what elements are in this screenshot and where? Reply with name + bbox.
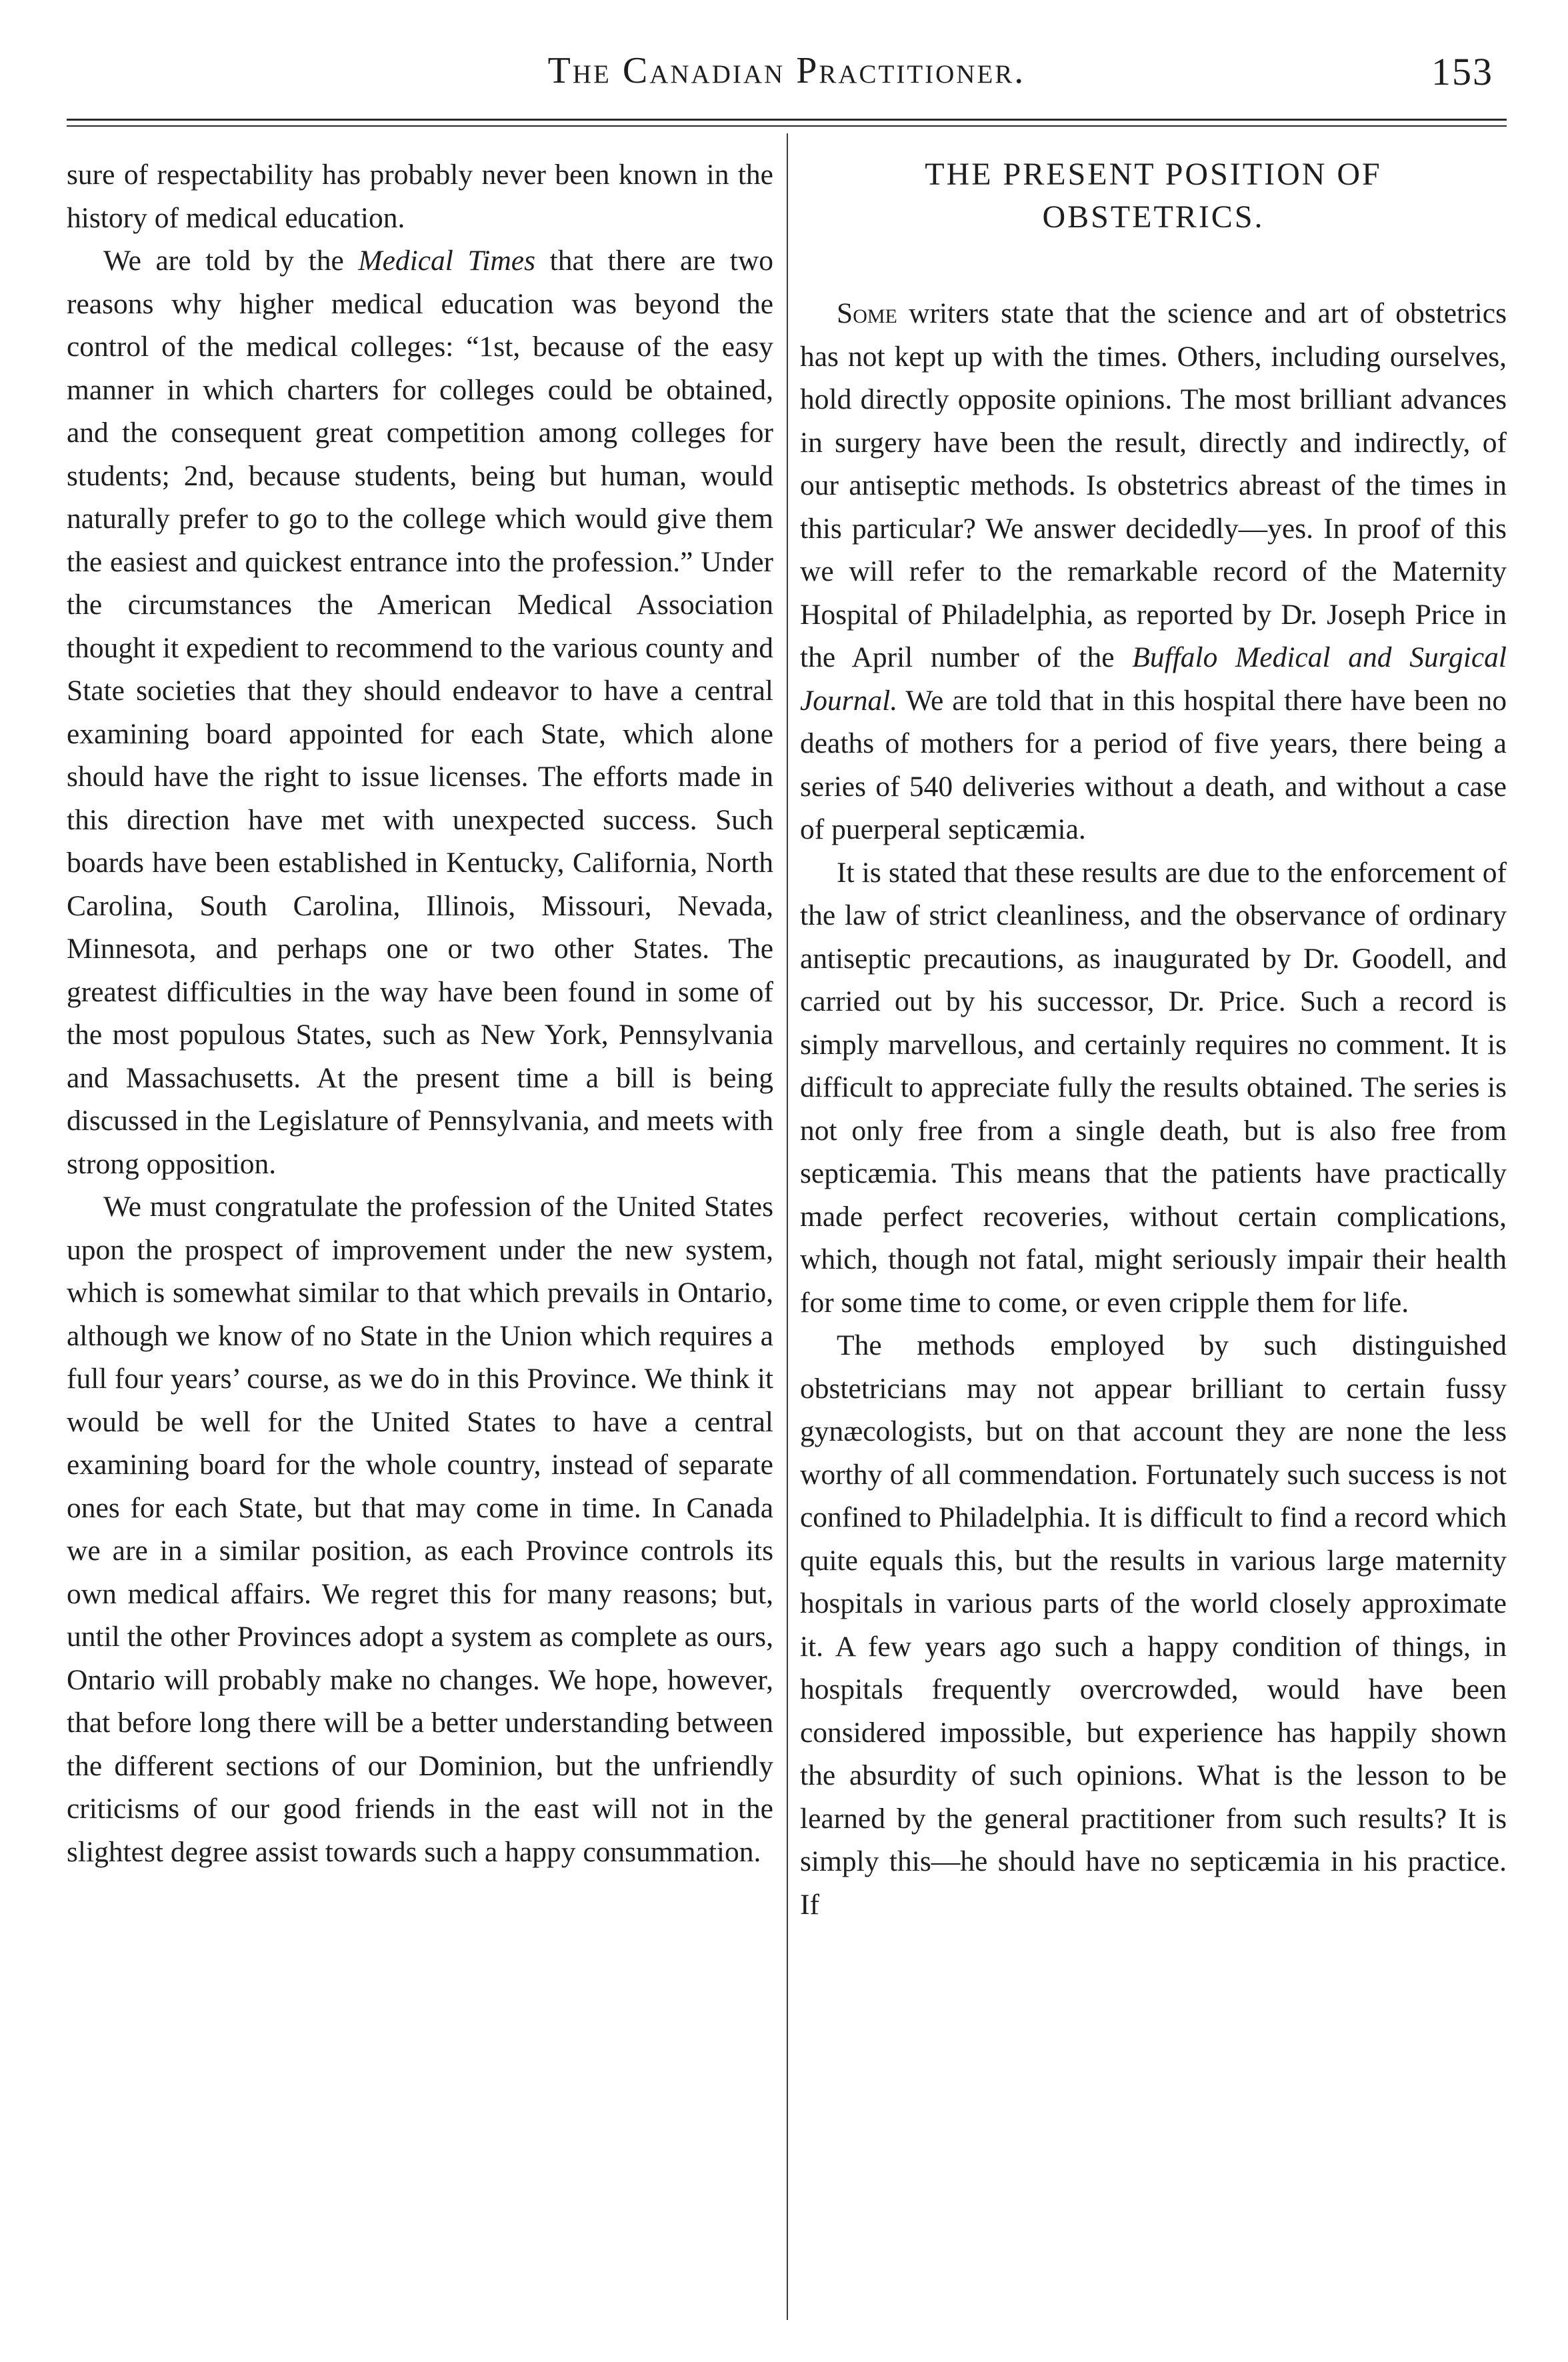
header-rule-bottom (67, 125, 1507, 127)
medical-times-citation: Medical Times (358, 245, 536, 277)
column-divider (787, 133, 788, 2320)
journal-title: The Canadian Practitioner. (547, 50, 1026, 91)
page-header (67, 47, 1507, 120)
left-paragraph-2-quote: “1st, because of the easy manner in which charters for colleges could be obtained, and the consequent great competition among colleges for students; 2nd, because students, being but human, would naturally prefer to go to the college which would give them the easiest and quickest entrance into the profession.” Under the circumstances the American Medical Association thought it expedient to recommend to the various county and State societies that they should endeavor to have a central examining board appointed for each State, which alone should have the right to issue licenses. The efforts made in this direction have met with unexpected success. Such boards have been established in Kentucky, California, North Carolina, South Carolina, Illinois, Missouri, Nevada, Minnesota, and perhaps one or two other States. The greatest difficulties in the way have been found in some of the most populous States, such as New York, Pennsylvania and Massachusetts. At the present time a bill is being discussed in the Legislature of Pennsylvania, and meets with strong opposition. (67, 331, 774, 1180)
drop-word: Some (837, 297, 897, 329)
article-title (800, 153, 1507, 239)
left-paragraph-3: We must congratulate the profession of the United States upon the prospect of improvement under the new system, which is somewhat similar to that which prevails in Ontario, although we know of no State in the Union which requires a full four years’ course, as we do in this Province. We think it would be well for the United States to have a central examining board for the whole country, instead of separate ones for each State, but that may come in time. In Canada we are in a similar position, as each Province controls its own medical affairs. We regret this for many reasons; but, until the other Provinces adopt a system as complete as ours, Ontario will probably make no changes. We hope, however, that before long there will be a better understanding between the different sections of our Dominion, but the unfriendly criticisms of our good friends in the east will not in the slightest degree assist towards such a happy consummation. (67, 1191, 773, 1868)
right-paragraph-1-text-a: writers state that the science and art of obstetrics has not kept up with the times. Others, including ourselves, hold directly opposite opinions. The most brilliant advances in surgery have been the result, directly and indirectly, of our antiseptic methods. Is obstetrics abreast of the times in this particular? We answer decidedly—yes. In proof of this we will refer to the remarkable record of the Maternity Hospital of Philadelphia, as reported by Dr. Joseph Price in the April number of the (800, 297, 1507, 673)
left-paragraph-1: sure of respectability has probably never been known in the history of medical education. (67, 159, 773, 234)
article-title-line-1: THE PRESENT POSITION OF (925, 157, 1382, 192)
right-column (800, 153, 1507, 1926)
right-paragraph-3: The methods employed by such distinguished obstetricians may not appear brilliant to certain fussy gynæcologists, but on that account they are none the less worthy of all commendation. Fortunately such success is not confined to Philadelphia. It is difficult to find a record which quite equals this, but the results in various large maternity hospitals in various parts of the world closely approximate it. A few years ago such a happy condition of things, in hospitals frequently overcrowded, would have been considered impossible, but experience has happily shown the absurdity of such opinions. What is the lesson to be learned by the general practitioner from such results? It is simply this—he should have no septicæmia in his practice. If (800, 1329, 1507, 1921)
buffalo-journal-citation: Buffalo Medical and Surgical Journal. (800, 641, 1507, 717)
header-rule-top (67, 119, 1507, 121)
left-paragraph-2-text-a: We are told by the (103, 245, 359, 277)
left-paragraph-2-text-b: that there are two reasons why higher medical education was beyond the control of the medical colleges: (67, 245, 773, 363)
page-number: 153 (1431, 50, 1493, 93)
right-paragraph-1-text-b: We are told that in this hospital there have been no deaths of mothers for a period of five years, there being a series of 540 deliveries without a death, and without a case of puerperal septicæmia. (800, 684, 1507, 845)
left-column (67, 153, 773, 1873)
right-paragraph-1 (800, 292, 1507, 851)
right-paragraph-2: It is stated that these results are due to the enforcement of the law of strict cleanliness, and the observance of ordinary antiseptic precautions, as inaugurated by Dr. Goodell, and carried out by his successor, Dr. Price. Such a record is simply marvellous, and certainly requires no comment. It is difficult to appreciate fully the results obtained. The series is not only free from a single death, but is also free from septicæmia. This means that the patients have practically made perfect recoveries, without certain complications, which, though not fatal, might seriously impair their health for some time to come, or even cripple them for life. (800, 856, 1507, 1319)
left-paragraph-2 (67, 239, 773, 1185)
article-title-line-2: OBSTETRICS. (1042, 199, 1265, 235)
